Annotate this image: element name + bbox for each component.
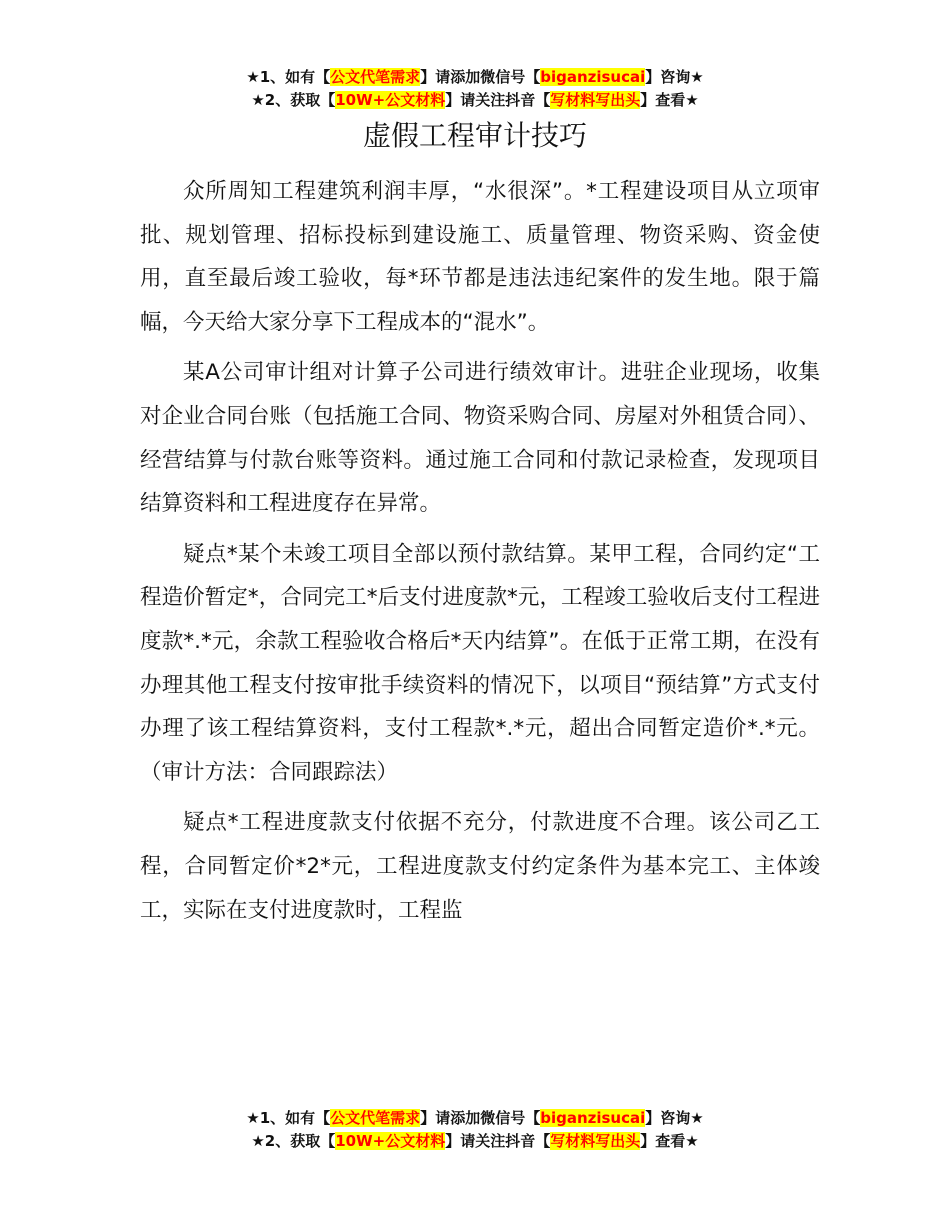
paragraph: 众所周知工程建筑利润丰厚，“水很深”。*工程建设项目从立项审批、规划管理、招标投标到建设施工、质量管理、物资采购、资金使用，直至最后竣工验收，每*环节都是违法违纪案件的发生地。限于篇幅，今天给大家分享下工程成本的“混水”。 [140,179,820,335]
banner-line-2: ★2、获取【10W+公文材料】请关注抖音【写材料写出头】查看★ [251,1132,699,1150]
banner-line-2: ★2、获取【10W+公文材料】请关注抖音【写材料写出头】查看★ [251,91,699,109]
highlight-text: 写材料写出头 [550,1132,641,1150]
paragraph: 某A公司审计组对计算子公司进行绩效审计。进驻企业现场，收集对企业合同台账（包括施工合同、物资采购合同、房屋对外租赁合同）、经营结算与付款台账等资料。通过施工合同和付款记录检查，发现项目结算资料和工程进度存在异常。 [140,360,820,517]
banner-line-1: ★1、如有【公文代笔需求】请添加微信号【biganzisucai】咨询★ [246,1109,704,1127]
document-title: 虚假工程审计技巧 [362,119,587,152]
highlight-text: 公文代笔需求 [330,1109,421,1127]
document-body [140,170,820,939]
paragraph: 疑点*工程进度款支付依据不充分，付款进度不合理。该公司乙工程，合同暂定价*2*元，工程进度款支付约定条件为基本完工、主体竣工，实际在支付进度款时，工程监 [140,810,820,923]
highlight-text: 10W+公文材料 [335,1132,446,1150]
highlight-text: 公文代笔需求 [330,68,421,86]
highlight-text: 写材料写出头 [550,91,641,109]
paragraph: 疑点*某个未竣工项目全部以预付款结算。某甲工程，合同约定“工程造价暂定*，合同完工*后支付进度款*元，工程竣工验收后支付工程进度款*.*元，余款工程验收合格后*天内结算”。在低于正常工期，在没有办理其他工程支付按审批手续资料的情况下，以项目“预结算”方式支付办理了该工程结算资料，支付工程款*.*元，超出合同暂定造价*.*元。（审计方法：合同跟踪法） [140,541,820,785]
header-banner [0,66,950,112]
footer-banner [0,1107,950,1153]
highlight-text: biganzisucai [540,68,646,86]
banner-line-1: ★1、如有【公文代笔需求】请添加微信号【biganzisucai】咨询★ [246,68,704,86]
highlight-text: biganzisucai [540,1109,646,1127]
highlight-text: 10W+公文材料 [335,91,446,109]
